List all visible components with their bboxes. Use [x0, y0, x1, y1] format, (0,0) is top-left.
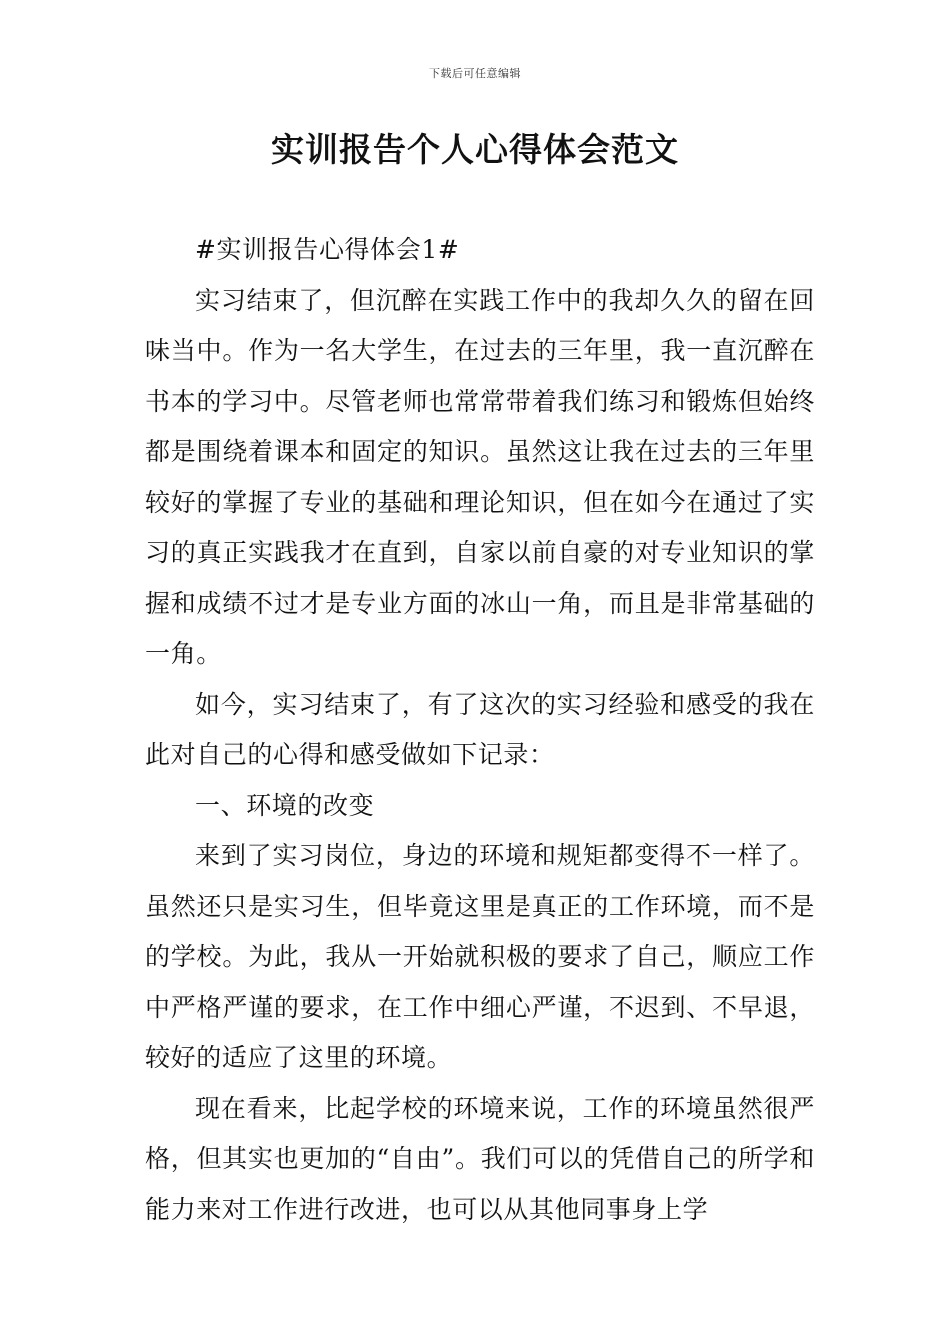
document-body	[145, 225, 815, 1235]
document-title: 实训报告个人心得体会范文	[271, 130, 679, 169]
paragraph-2: 如今，实习结束了，有了这次的实习经验和感受的我在此对自己的心得和感受做如下记录：	[145, 689, 815, 769]
subheading-environment: 一、环境的改变	[195, 790, 375, 820]
section-heading-1: #实训报告心得体会1#	[195, 235, 460, 264]
paragraph-3: 来到了实习岗位，身边的环境和规矩都变得不一样了。虽然还只是实习生，但毕竟这里是真正的工作环境，而不是的学校。为此，我从一开始就积极的要求了自己，顺应工作中严格严谨的要求，在工作中细心严谨，不迟到、不早退，较好的适应了这里的环境。	[145, 841, 815, 1072]
header-note: 下载后可任意编辑	[429, 67, 521, 80]
paragraph-1: 实习结束了，但沉醉在实践工作中的我却久久的留在回味当中。作为一名大学生，在过去的三年里，我一直沉醉在书本的学习中。尽管老师也常常带着我们练习和锻炼但始终都是围绕着课本和固定的知识。虽然这让我在过去的三年里较好的掌握了专业的基础和理论知识，但在如今在通过了实习的真正实践我才在直到，自家以前自豪的对专业知识的掌握和成绩不过才是专业方面的冰山一角，而且是非常基础的一角。	[145, 285, 815, 668]
paragraph-4: 现在看来，比起学校的环境来说，工作的环境虽然很严格，但其实也更加的“自由”。我们可以的凭借自己的所学和能力来对工作进行改进，也可以从其他同事身上学	[145, 1093, 815, 1224]
